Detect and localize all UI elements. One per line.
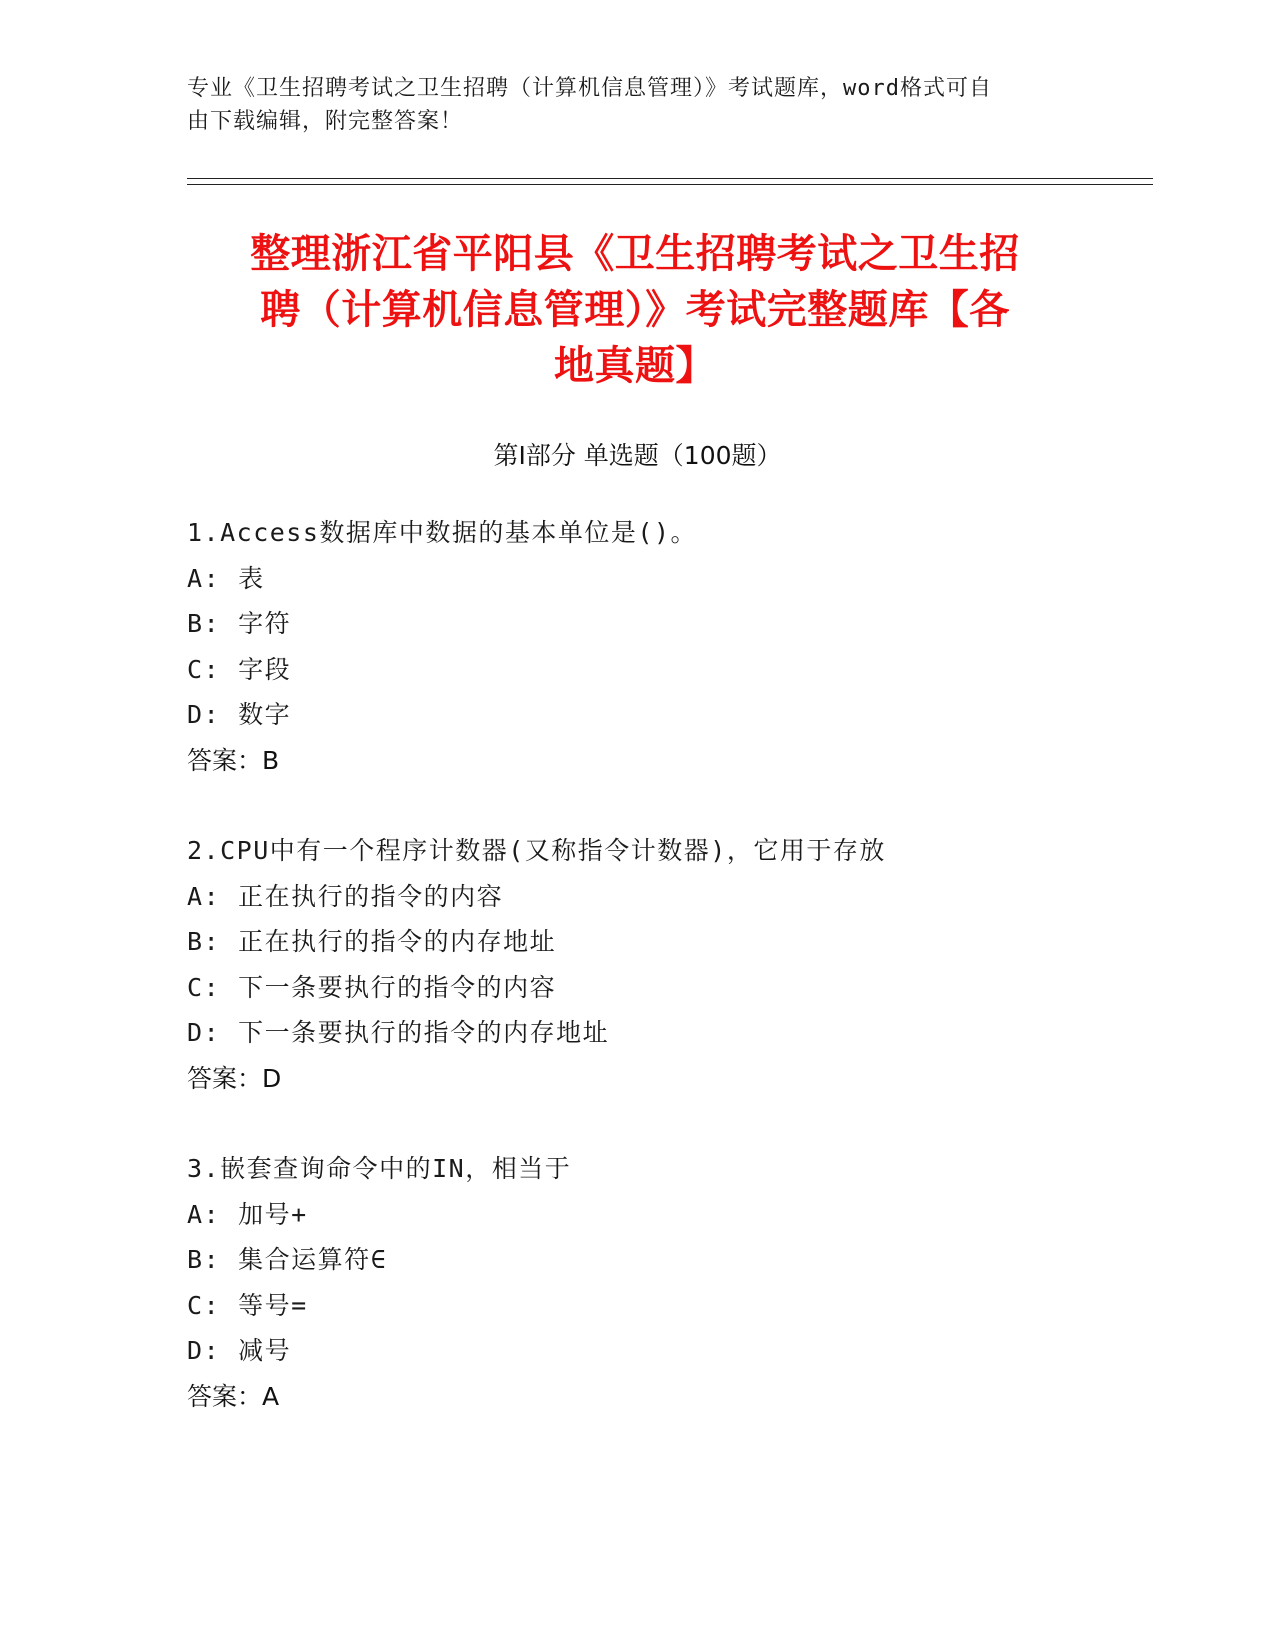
option-b [187, 919, 1087, 965]
option-c [187, 965, 1087, 1011]
option-separator: : [203, 927, 221, 956]
option-text: 等号= [238, 1290, 308, 1320]
option-d [187, 692, 1087, 738]
option-a [187, 556, 1087, 602]
question-3 [187, 1146, 1087, 1419]
answer-line: 答案：A [187, 1381, 280, 1411]
option-text: 数字 [238, 700, 292, 729]
answer-line: 答案：D [187, 1063, 282, 1093]
option-separator: : [203, 881, 221, 911]
option-separator: : [203, 972, 221, 1002]
option-a [187, 1192, 1087, 1238]
option-text: 集合运算符∈ [238, 1245, 388, 1274]
option-text: 下一条要执行的指令的内存地址 [238, 1018, 610, 1047]
option-letter: C [187, 654, 204, 684]
option-letter: D [187, 700, 204, 729]
option-letter: A [187, 563, 204, 593]
option-separator: : [203, 1018, 221, 1047]
header-note [187, 72, 1067, 138]
option-text: 表 [238, 563, 265, 593]
option-d [187, 1328, 1087, 1374]
option-letter: C [187, 1290, 204, 1320]
option-separator: : [203, 700, 221, 729]
option-separator: : [203, 1290, 221, 1320]
option-text: 字段 [238, 654, 292, 684]
option-separator: : [203, 563, 221, 593]
header-note-line-2: 由下载编辑，附完整答案！ [187, 109, 464, 134]
header-divider-top [187, 178, 1153, 179]
answer-line: 答案：B [187, 745, 280, 775]
question-stem: 3.嵌套查询命令中的IN，相当于 [187, 1154, 572, 1183]
document-title-line-2: 聘（计算机信息管理）》考试完整题库【各 [260, 287, 1010, 333]
option-c [187, 1283, 1087, 1329]
option-text: 加号+ [238, 1199, 308, 1229]
option-b [187, 1237, 1087, 1283]
option-separator: : [203, 1199, 221, 1229]
option-letter: B [187, 927, 204, 956]
question-2 [187, 828, 1087, 1101]
document-title [190, 226, 1080, 394]
option-text: 下一条要执行的指令的内容 [238, 972, 557, 1002]
option-letter: B [187, 1245, 204, 1274]
question-stem: 1.Access数据库中数据的基本单位是()。 [187, 518, 698, 547]
option-text: 正在执行的指令的内容 [238, 881, 504, 911]
option-letter: A [187, 1199, 204, 1229]
question-1 [187, 510, 1087, 783]
option-text: 正在执行的指令的内存地址 [238, 927, 557, 956]
header-divider-bottom [187, 184, 1153, 185]
section-heading: 第Ⅰ部分 单选题（100题） [493, 441, 782, 470]
option-d [187, 1010, 1087, 1056]
option-separator: : [203, 654, 221, 684]
option-c [187, 647, 1087, 693]
option-b [187, 601, 1087, 647]
option-text: 减号 [238, 1336, 292, 1365]
option-separator: : [203, 1245, 221, 1274]
option-separator: : [203, 609, 221, 638]
document-title-line-1: 整理浙江省平阳县《卫生招聘考试之卫生招 [250, 231, 1020, 277]
header-note-line-1: 专业《卫生招聘考试之卫生招聘（计算机信息管理）》考试题库，word格式可自 [187, 76, 992, 101]
option-letter: D [187, 1018, 204, 1047]
option-letter: C [187, 972, 204, 1002]
option-separator: : [203, 1336, 221, 1365]
document-title-line-3: 地真题】 [554, 343, 716, 389]
option-letter: B [187, 609, 204, 638]
option-a [187, 874, 1087, 920]
question-stem: 2.CPU中有一个程序计数器(又称指令计数器)，它用于存放 [187, 836, 886, 865]
option-letter: A [187, 881, 204, 911]
option-letter: D [187, 1336, 204, 1365]
option-text: 字符 [238, 609, 292, 638]
